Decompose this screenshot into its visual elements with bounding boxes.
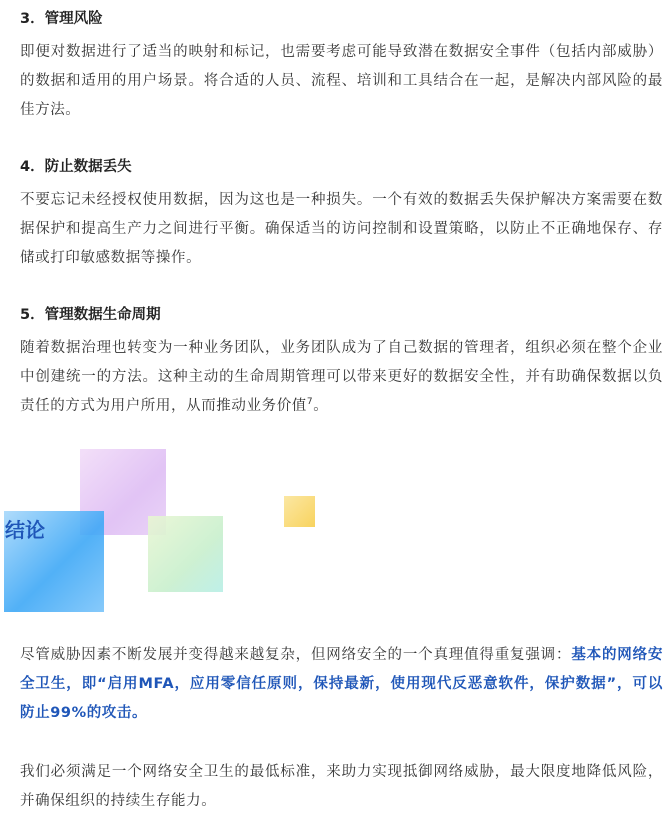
section-body: 随着数据治理也转变为一种业务团队，业务团队成为了自己数据的管理者，组织必须在整个企业中创建统一的方法。这种主动的生命周期管理可以带来更好的数据安全性，并有助确保数据以负责任的方式为用户所用，从而推动业务价值 bbox=[20, 340, 663, 414]
section-body-wrapper bbox=[20, 334, 663, 421]
decorative-square-yellow bbox=[284, 496, 315, 527]
section-body: 不要忘记未经授权使用数据，因为这也是一种损失。一个有效的数据丢失保护解决方案需要在数据保护和提高生产力之间进行平衡。确保适当的访问控制和设置策略，以防止不正确地保存、存储或打印敏感数据等操作。 bbox=[20, 192, 663, 266]
section-heading: 4．防止数据丢失 bbox=[20, 159, 132, 175]
section-body: 即便对数据进行了适当的映射和标记，也需要考虑可能导致潜在数据安全事件（包括内部威胁）的数据和适用的用户场景。将合适的人员、流程、培训和工具结合在一起，是解决内部风险的最佳方法。 bbox=[20, 44, 663, 118]
footnote-marker: 7 bbox=[306, 397, 314, 408]
sentence-end: 。 bbox=[313, 398, 329, 414]
decorative-square-green bbox=[148, 516, 223, 592]
section-manage-risk bbox=[20, 9, 663, 125]
conclusion-paragraph-1 bbox=[20, 641, 663, 728]
section-prevent-data-loss bbox=[20, 157, 663, 273]
section-heading: 5．管理数据生命周期 bbox=[20, 307, 161, 323]
conclusion-text: 尽管威胁因素不断发展并变得越来越复杂，但网络安全的一个真理值得重复强调： bbox=[20, 647, 572, 663]
section-data-lifecycle bbox=[20, 305, 663, 421]
conclusion-paragraph-2: 我们必须满足一个网络安全卫生的最低标准，来助力实现抵御网络威胁，最大限度地降低风险，并确保组织的持续生存能力。 bbox=[20, 764, 663, 809]
conclusion-title: 结论 bbox=[5, 518, 45, 542]
conclusion-highlight: 基本的网络安全卫生，即“启用MFA，应用零信任原则，保持最新，使用现代反恶意软件，保护数据”，可以防止99%的攻击。 bbox=[20, 647, 663, 721]
section-heading: 3．管理风险 bbox=[20, 11, 103, 27]
conclusion-section bbox=[20, 641, 663, 816]
